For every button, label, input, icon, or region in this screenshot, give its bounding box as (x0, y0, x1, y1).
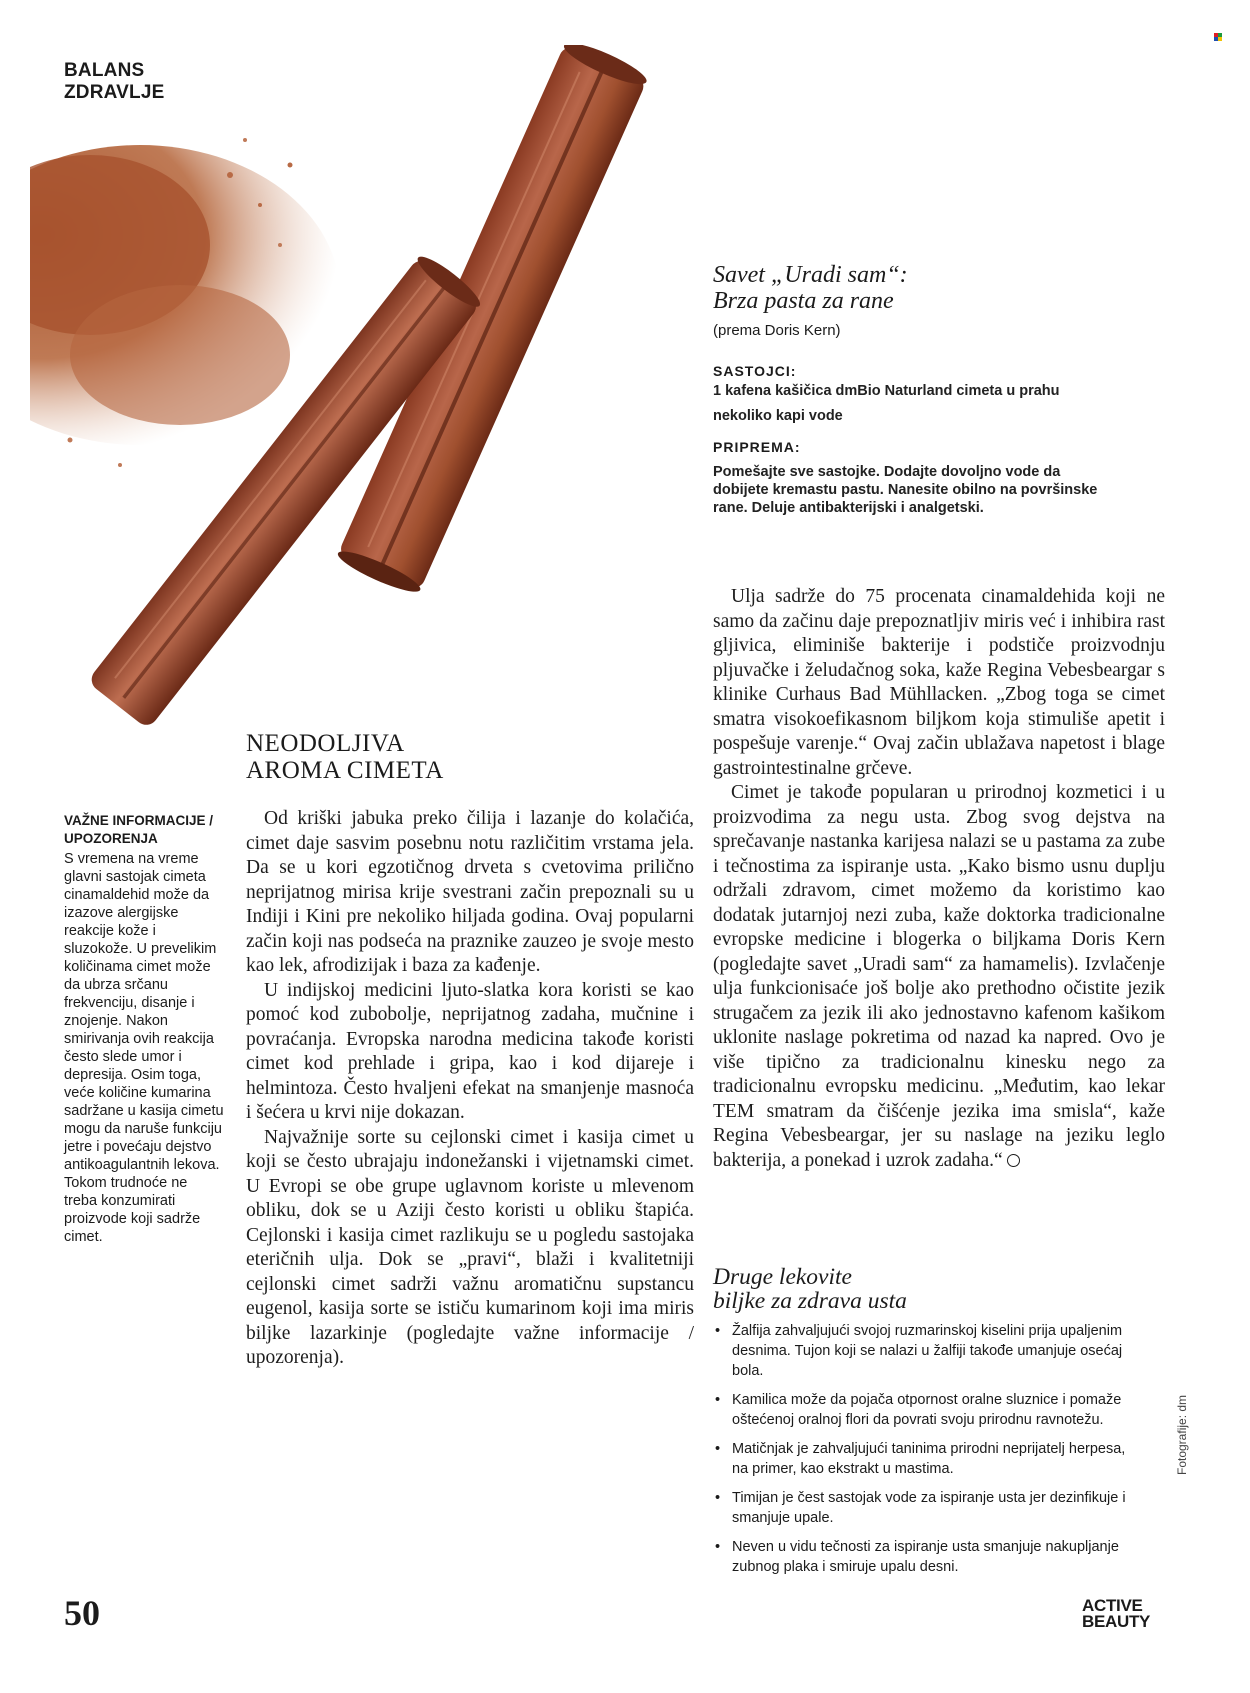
diy-tip-box (713, 262, 1113, 517)
article-paragraph: Ulja sadrže do 75 procenata cinamaldehida koji ne samo da začinu daje prepoznatljiv miris već i inhibira rast gljivica, eliminiše bakterije i podstiče proizvodnju pljuvačke i želudačnog soka, kaže Regina Vebesbeargar s klinike Curhaus Bad Mühllacken. „Zbog toga se cimet smatra visokoefikasnom biljkom koja stimuliše apetit i pospešuje varenje.“ Ovaj začin ublažava napetost i blage gastrointestinalne grčeve. (713, 586, 1165, 779)
article-paragraph-text: Cimet je takođe popularan u prirodnoj kozmetici i u proizvodima za negu usta. Zbog svog dejstva na sprečavanje nastanka karijesa nalazi se u pastama za zube i tečnostima za ispiranje usta. „Kako bismo usnu duplju održali zdravom, cimet možemo da koristimo kao dodatak jutarnjoj nezi zuba, kaže doktorka tradicionalne evropske medicine i blogerka o biljkama Doris Kern (pogledajte savet „Uradi sam“ za hamamelis). Izvlačenje ulja funkcionisaće još bolje ako prethodno očistite jezik strugačem za jezik ili ako jednostavno kafenom kašikom uklonite naslage pokretima od nazad ka napred. Ovo je više tipično za tradicionalnu kinesku nego za tradicionalnu evropsku medicinu. „Međutim, kao lekar TEM smatram da čišćenje jezika ima smisla“, kaže Regina Vebesbeargar, jer su naslage na jeziku leglo bakterija, a ponekad i uzrok zadaha.“ (713, 782, 1165, 1171)
bullet-icon: • (715, 1323, 721, 1339)
page-number: 50 (64, 1593, 100, 1633)
article-column-right (713, 585, 1165, 1173)
section-label-line1: BALANS (64, 60, 145, 81)
sidebar-title: VAŽNE INFORMACIJE / UPOZORENJA (64, 813, 214, 846)
cinnamon-photo (30, 45, 680, 795)
list-item (713, 1537, 1143, 1577)
article-paragraph-last (713, 781, 1165, 1173)
tip-subtitle: (prema Doris Kern) (713, 322, 841, 339)
list-item (713, 1488, 1143, 1528)
preparation-text: Pomešajte sve sastojke. Dodajte dovoljno vode da dobijete kremastu pastu. Nanesite obilno na površinske rane. Deluje antibakterijski i analgetski. (713, 464, 1098, 516)
brand-logo (1082, 1598, 1150, 1630)
preparation-heading: PRIPREMA: (713, 439, 801, 455)
photo-credit: Fotografije: dm (1175, 1394, 1189, 1475)
list-item (713, 1390, 1143, 1430)
tip-title-line1: Savet „Uradi sam“: (713, 262, 908, 288)
list-item-text: Neven u vidu tečnosti za ispiranje usta smanjuje nakupljanje zubnog plaka i smiruje upalu desni. (732, 1539, 1119, 1575)
headline-line2: AROMA CIMETA (246, 757, 444, 784)
print-marks-icon (1214, 33, 1222, 41)
bullet-icon: • (715, 1539, 721, 1555)
herbs-title-line1: Druge lekovite (713, 1264, 852, 1290)
list-item-text: Kamilica može da pojača otpornost oralne sluznice i pomaže oštećenoj oralnoj flori da povrati svoju prirodnu ravnotežu. (732, 1392, 1122, 1428)
headline-line1: NEODOLJIVA (246, 730, 405, 757)
bullet-icon: • (715, 1392, 721, 1408)
list-item-text: Timijan je čest sastojak vode za ispiranje usta jer dezinfikuje i smanjuje upale. (732, 1490, 1126, 1526)
herbs-box (713, 1265, 1143, 1586)
ingredient-item: 1 kafena kašičica dmBio Naturland cimeta u prahu (713, 383, 1060, 399)
list-item-text: Matičnjak je zahvaljujući taninima prirodni neprijatelj herpesa, na primer, kao ekstrakt u mastima. (732, 1441, 1126, 1477)
article-paragraph: Najvažnije sorte su cejlonski cimet i kasija cimet u koji se često ubrajaju indonežanski i vijetnamski cimet. U Evropi se obe grupe uglavnom koriste u mlevenom obliku, dok se u Aziji često koristi u obliku štapića. Cejlonski i kasija cimet razlikuju se u pogledu sastojaka eteričnih ulja. Dok se „pravi“, blaži i kvalitetniji cejlonski cimet sadrži važnu aromatičnu supstancu eugenol, kasija sorte se ističu kumarinom koji ima miris biljke lazarkinje (pogledajte važne informacije / upozorenja). (246, 1126, 694, 1368)
brand-line2: BEAUTY (1082, 1612, 1151, 1631)
ingredient-item: nekoliko kapi vode (713, 408, 843, 424)
herbs-list (713, 1321, 1143, 1577)
herbs-title (713, 1265, 1143, 1313)
list-item (713, 1439, 1143, 1479)
tip-title-line2: Brza pasta za rane (713, 288, 894, 314)
list-item-text: Žalfija zahvaljujući svojoj ruzmarinskoj kiselini prija upaljenim desnima. Tujon koji se nalazi u žalfiji takođe umanjuje osećaj bola. (732, 1323, 1123, 1379)
end-mark-icon (1007, 1154, 1020, 1167)
article-paragraph: Od kriški jabuka preko čilija i lazanje do kolačića, cimet daje sasvim posebnu notu različitim vrstama jela. Da se u kori egzotičnog drveta s cvetovima prilično neprijatnog mirisa krije svestrani začin prepoznali su u Indiji i Kini pre nekoliko hiljada godina. Ovaj popularni začin koji nas podseća na praznike zauzeo je svoje mesto kao lek, afrodizijak i baza za kađenje. (246, 808, 694, 976)
bullet-icon: • (715, 1441, 721, 1457)
sidebar-text: S vremena na vreme glavni sastojak cimeta cinamaldehid može da izazove alergijske reakcije kože i sluzokože. U prevelikim količinama cimet može da ubrza srčanu frekvenciju, disanje i znojenje. Nakon smirivanja ovih reakcija često slede umor i depresija. Osim toga, veće količine kumarina sadržane u kasija cimetu mogu da naruše funkciju jetre i povećaju dejstvo antikoagulantnih lekova. Tokom trudnoće ne treba konzumirati proizvode koji sadrže cimet. (64, 851, 224, 1245)
article-paragraph: U indijskoj medicini ljuto-slatka kora koristi se kao pomoć kod zubobolje, neprijatnog zadaha, mučnine i povraćanja. Evropska narodna medicina takođe koristi cimet kod prehlade i gripa, kao i kod dijareje i helmintoza. Često hvaljeni efekat na smanjenje masnoća i šećera u krvi nije dokazan. (246, 979, 694, 1123)
article-column-left (246, 807, 694, 1371)
ingredients-heading: SASTOJCI: (713, 363, 797, 379)
brand-line1: ACTIVE (1082, 1596, 1143, 1615)
tip-title (713, 262, 1113, 314)
section-label-line2: ZDRAVLJE (64, 82, 165, 103)
list-item (713, 1321, 1143, 1381)
herbs-title-line2: biljke za zdrava usta (713, 1288, 907, 1314)
article-headline (246, 730, 646, 784)
warnings-sidebar (64, 812, 224, 1246)
bullet-icon: • (715, 1490, 721, 1506)
